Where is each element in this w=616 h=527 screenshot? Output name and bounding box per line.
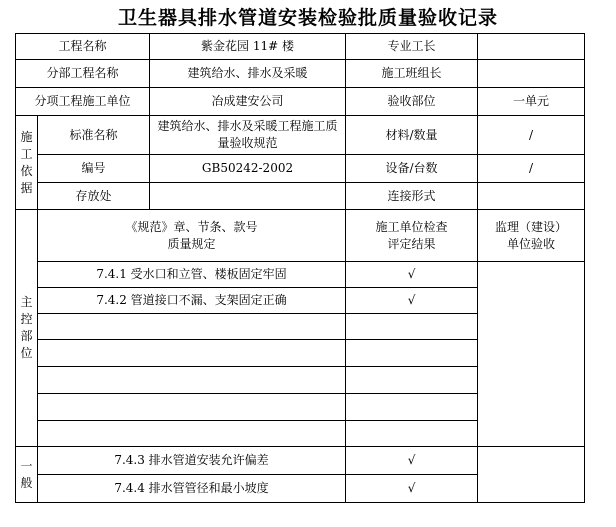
main-item-result: √ [346,262,478,288]
main-item-result [346,340,478,367]
project-name-row [16,34,585,60]
team-leader-label: 施工班组长 [346,60,478,88]
connection-type-label: 连接形式 [346,183,478,210]
construction-unit-row [16,88,585,116]
standard-name-label: 标准名称 [38,116,150,155]
main-item-text: 7.4.2 管道接口不漏、支架固定正确 [38,288,346,314]
acceptance-part-label: 验收部位 [346,88,478,116]
main-item-text [38,314,346,340]
general-item-result: √ [346,475,478,503]
main-item-result [346,367,478,394]
main-item-text [38,394,346,421]
general-item-result: √ [346,447,478,475]
code-value: GB50242-2002 [150,155,346,183]
equipment-value: / [478,155,585,183]
team-leader-value [478,60,585,88]
standard-row [16,116,585,155]
main-item-text: 7.4.1 受水口和立管、楼板固定牢固 [38,262,346,288]
acceptance-record-table [15,33,585,503]
general-side-label: 一 般 [16,447,38,503]
code-label: 编号 [38,155,150,183]
storage-row [16,183,585,210]
construction-basis-side-label: 施 工 依 据 [16,116,38,210]
standard-name-value: 建筑给水、排水及采暖工程施工质量验收规范 [150,116,346,155]
general-item-row [16,447,585,475]
material-quantity-value: / [478,116,585,155]
main-item-result [346,394,478,421]
main-item-text [38,421,346,447]
code-row [16,155,585,183]
acceptance-part-value: 一单元 [478,88,585,116]
main-item-text [38,340,346,367]
material-quantity-label: 材料/数量 [346,116,478,155]
construction-unit-label: 分项工程施工单位 [16,88,150,116]
general-item-text: 7.4.4 排水管管径和最小坡度 [38,475,346,503]
project-name-label: 工程名称 [16,34,150,60]
column-header-row [16,210,585,262]
main-item-text [38,367,346,394]
storage-label: 存放处 [38,183,150,210]
equipment-label: 设备/台数 [346,155,478,183]
main-item-result [346,314,478,340]
main-control-side-label: 主 控 部 位 [16,210,38,447]
storage-value [150,183,346,210]
form-title: 卫生器具排水管道安装检验批质量验收记录 [117,7,498,29]
sub-project-value: 建筑给水、排水及采暖 [150,60,346,88]
sub-project-label: 分部工程名称 [16,60,150,88]
foreman-label: 专业工长 [346,34,478,60]
construction-unit-value: 冶成建安公司 [150,88,346,116]
spec-column-header: 《规范》章、节条、款号 质量规定 [38,210,346,262]
project-name-value: 紫金花园 11# 楼 [150,34,346,60]
general-supervision-cell [478,447,585,503]
main-item-result [346,421,478,447]
general-item-text: 7.4.3 排水管道安装允许偏差 [38,447,346,475]
foreman-value [478,34,585,60]
main-supervision-cell [478,262,585,447]
main-item-result: √ [346,288,478,314]
inspection-result-column-header: 施工单位检查 评定结果 [346,210,478,262]
supervision-acceptance-column-header: 监理（建设） 单位验收 [478,210,585,262]
sub-project-row [16,60,585,88]
main-item-row [16,262,585,288]
connection-type-value [478,183,585,210]
